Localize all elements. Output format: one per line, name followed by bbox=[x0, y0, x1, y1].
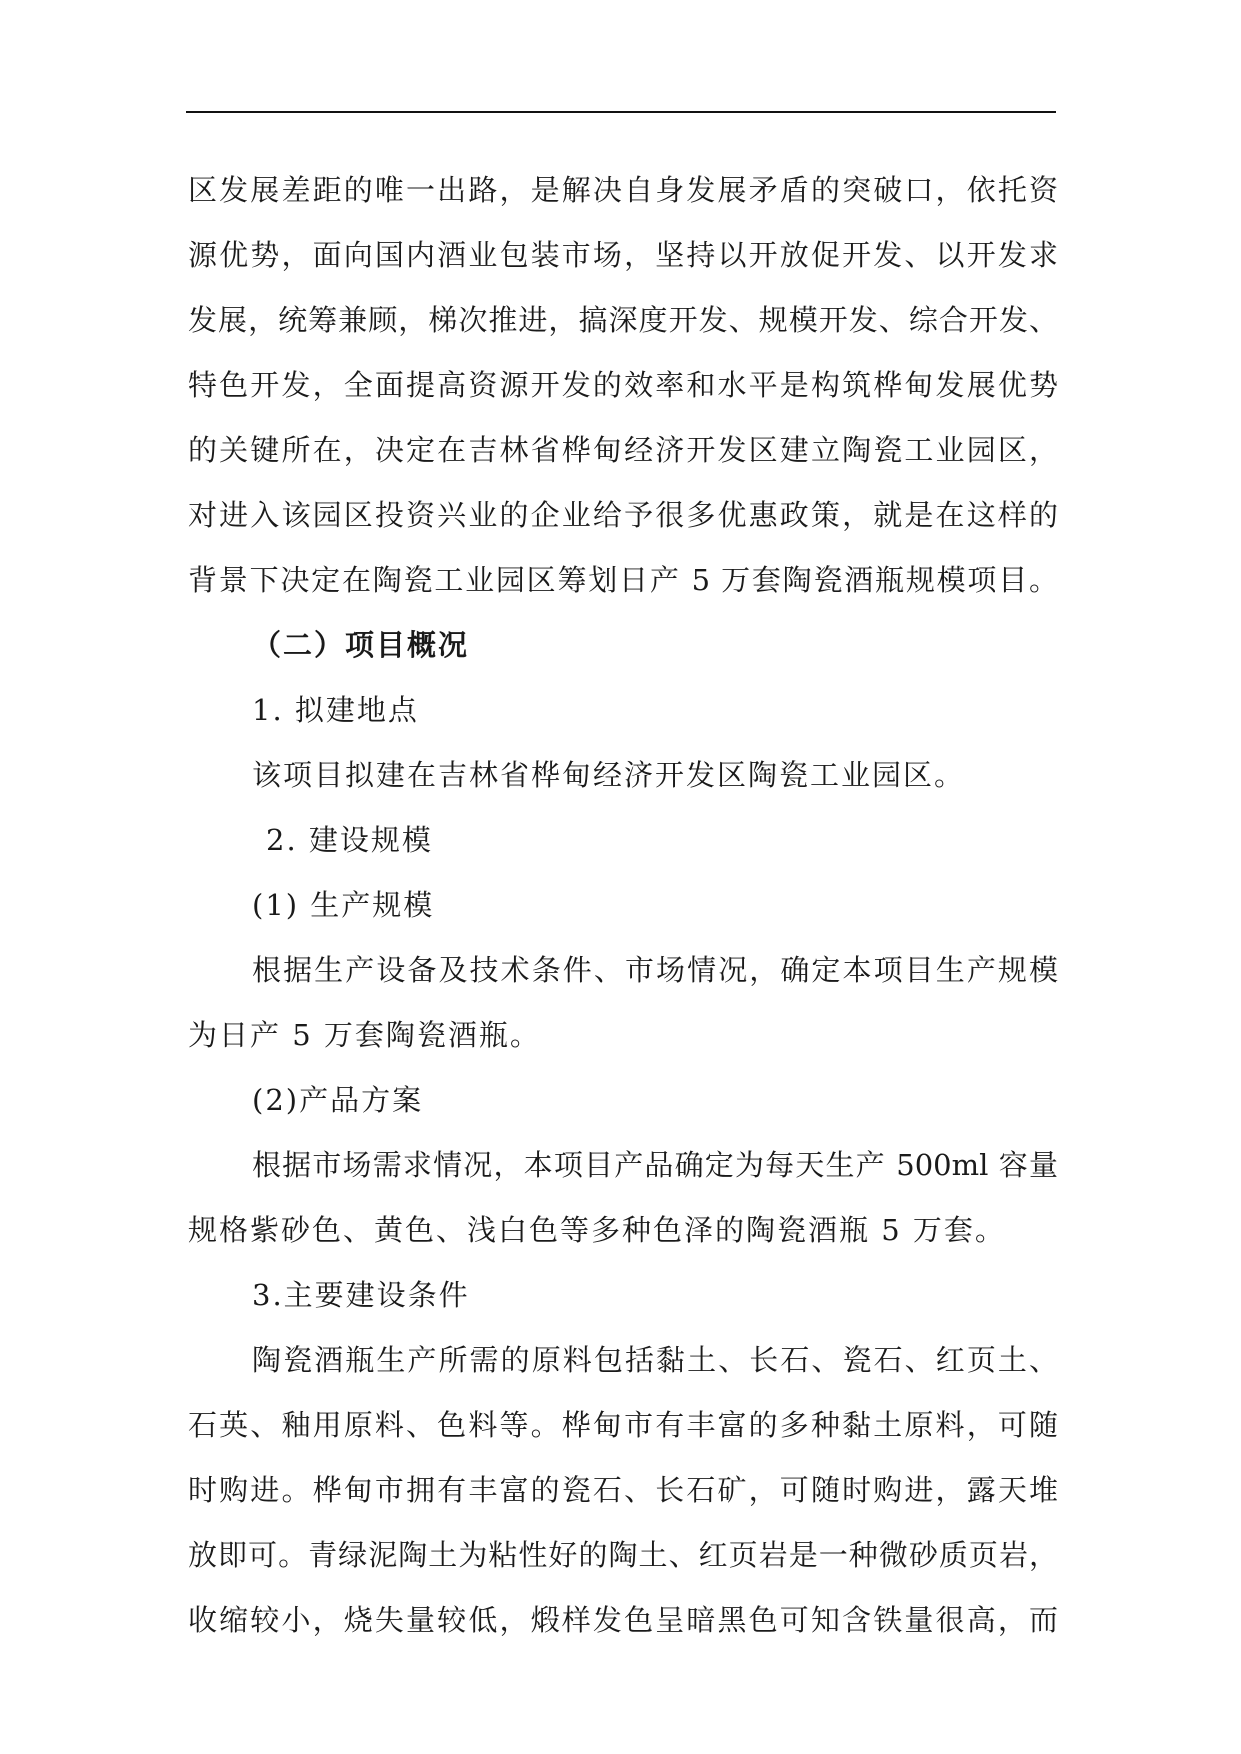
body-line: 为日产 5 万套陶瓷酒瓶。 bbox=[188, 1018, 541, 1052]
item-title: 2. 建设规模 bbox=[266, 823, 433, 857]
item-text: 该项目拟建在吉林省桦甸经济开发区陶瓷工业园区。 bbox=[252, 758, 966, 792]
body-line: 收缩较小，烧失量较低，煅样发色呈暗黑色可知含铁量很高，而 bbox=[188, 1603, 1058, 1637]
body-line: 放即可。青绿泥陶土为粘性好的陶土、红页岩是一种微砂质页岩， bbox=[188, 1538, 1058, 1572]
body-line: 背景下决定在陶瓷工业园区筹划日产 5 万套陶瓷酒瓶规模项目。 bbox=[188, 563, 1058, 597]
section-heading: （二）项目概况 bbox=[252, 628, 470, 662]
body-line: 规格紫砂色、黄色、浅白色等多种色泽的陶瓷酒瓶 5 万套。 bbox=[188, 1213, 1006, 1247]
body-line: 源优势，面向国内酒业包装市场，坚持以开放促开发、以开发求 bbox=[188, 238, 1058, 272]
body-line: 特色开发，全面提高资源开发的效率和水平是构筑桦甸发展优势 bbox=[188, 368, 1058, 402]
item-title: 1. 拟建地点 bbox=[252, 693, 419, 727]
body-line: 的关键所在，决定在吉林省桦甸经济开发区建立陶瓷工业园区， bbox=[188, 433, 1058, 467]
body-line: 根据市场需求情况，本项目产品确定为每天生产 500ml 容量 bbox=[252, 1148, 1058, 1182]
document-body bbox=[188, 158, 1058, 1653]
body-line: 根据生产设备及技术条件、市场情况，确定本项目生产规模 bbox=[252, 953, 1058, 987]
sub-item-title: (2)产品方案 bbox=[252, 1083, 424, 1117]
body-line: 区发展差距的唯一出路，是解决自身发展矛盾的突破口，依托资 bbox=[188, 173, 1058, 207]
header-rule bbox=[186, 111, 1056, 113]
body-line: 对进入该园区投资兴业的企业给予很多优惠政策，就是在这样的 bbox=[188, 498, 1058, 532]
body-line: 发展，统筹兼顾，梯次推进，搞深度开发、规模开发、综合开发、 bbox=[188, 303, 1058, 337]
sub-item-title: (1) 生产规模 bbox=[252, 888, 435, 922]
item-title: 3.主要建设条件 bbox=[252, 1278, 470, 1312]
body-line: 石英、釉用原料、色料等。桦甸市有丰富的多种黏土原料，可随 bbox=[188, 1408, 1058, 1442]
body-line: 时购进。桦甸市拥有丰富的瓷石、长石矿，可随时购进，露天堆 bbox=[188, 1473, 1058, 1507]
body-line: 陶瓷酒瓶生产所需的原料包括黏土、长石、瓷石、红页土、 bbox=[252, 1343, 1058, 1377]
